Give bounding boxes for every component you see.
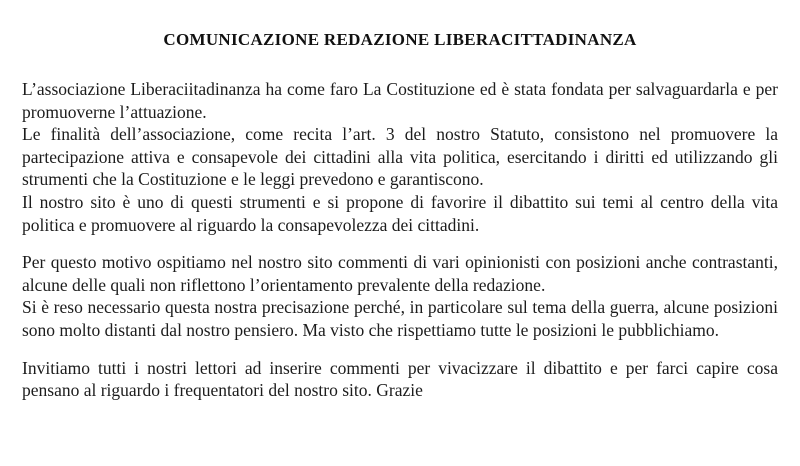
editorial-position-block: [22, 251, 778, 341]
paragraph-statute-goals: Le finalità dell’associazione, come recita l’art. 3 del nostro Statuto, consistono nel promuovere la partecipazione attiva e consapevole dei cittadini alla vita politica, esercitando i diritti ed utilizzando gli strumenti che la Costituzione e le leggi prevedono e garantiscono.: [22, 124, 778, 190]
paragraph-association-foundation: L’associazione Liberaciitadinanza ha come faro La Costituzione ed è stata fondata per salvaguardarla e per promuoverne l’attuazione.: [22, 79, 778, 122]
paragraph-reader-invitation: Invitiamo tutti i nostri lettori ad inserire commenti per vivacizzare il dibattito e per farci capire cosa pensano al riguardo i frequentatori del nostro sito. Grazie: [22, 357, 778, 401]
intro-block: [22, 78, 778, 236]
paragraph-clarification-war: Si è reso necessario questa nostra precisazione perché, in particolare sul tema della guerra, alcune posizioni sono molto distanti dal nostro pensiero. Ma visto che rispettiamo tutte le posizioni le pubblichiamo.: [22, 297, 778, 340]
paragraph-site-purpose: Il nostro sito è uno di questi strumenti e si propone di favorire il dibattito sui temi al centro della vita politica e promuovere al riguardo la consapevolezza dei cittadini.: [22, 191, 778, 235]
document-title: COMUNICAZIONE REDAZIONE LIBERACITTADINANZA: [163, 30, 637, 49]
invitation-block: [22, 357, 778, 402]
paragraph-opinions-hosted: Per questo motivo ospitiamo nel nostro sito commenti di vari opinionisti con posizioni anche contrastanti, alcune delle quali non riflettono l’orientamento prevalente della redazione.: [22, 252, 778, 295]
